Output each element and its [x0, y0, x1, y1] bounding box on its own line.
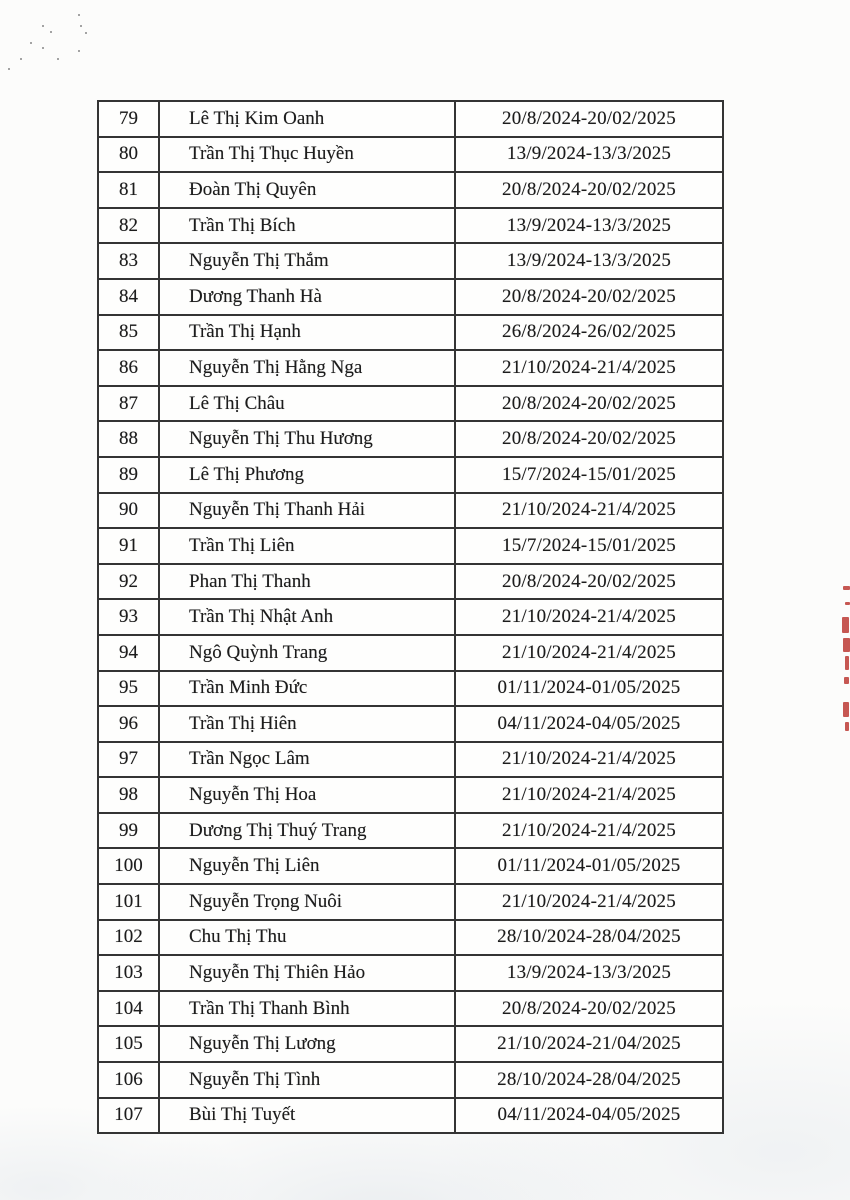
cell-name: Trần Thị Thanh Bình [159, 991, 455, 1027]
cell-index: 81 [98, 172, 159, 208]
dust-speck [30, 42, 32, 44]
cell-index: 87 [98, 386, 159, 422]
cell-name: Phan Thị Thanh [159, 564, 455, 600]
cell-period: 26/8/2024-26/02/2025 [455, 315, 723, 351]
table-row [98, 920, 723, 956]
dust-speck [85, 32, 87, 34]
cell-index: 106 [98, 1062, 159, 1098]
cell-period: 21/10/2024-21/4/2025 [455, 742, 723, 778]
cell-name: Lê Thị Châu [159, 386, 455, 422]
cell-period: 01/11/2024-01/05/2025 [455, 671, 723, 707]
red-edge-mark [845, 722, 849, 731]
cell-index: 90 [98, 493, 159, 529]
cell-index: 102 [98, 920, 159, 956]
cell-index: 99 [98, 813, 159, 849]
cell-name: Lê Thị Kim Oanh [159, 101, 455, 137]
table-row [98, 137, 723, 173]
cell-period: 21/10/2024-21/4/2025 [455, 777, 723, 813]
dust-speck [78, 14, 80, 16]
table-row [98, 706, 723, 742]
dust-speck [78, 50, 80, 52]
red-edge-mark [843, 586, 850, 590]
cell-period: 13/9/2024-13/3/2025 [455, 955, 723, 991]
cell-index: 104 [98, 991, 159, 1027]
cell-period: 28/10/2024-28/04/2025 [455, 1062, 723, 1098]
cell-period: 13/9/2024-13/3/2025 [455, 243, 723, 279]
red-edge-mark [844, 677, 849, 684]
cell-name: Chu Thị Thu [159, 920, 455, 956]
table-row [98, 848, 723, 884]
red-edge-mark [843, 702, 849, 717]
cell-index: 86 [98, 350, 159, 386]
cell-period: 20/8/2024-20/02/2025 [455, 991, 723, 1027]
table-row [98, 493, 723, 529]
cell-name: Nguyễn Trọng Nuôi [159, 884, 455, 920]
cell-period: 20/8/2024-20/02/2025 [455, 172, 723, 208]
table-row [98, 955, 723, 991]
cell-name: Trần Thị Hạnh [159, 315, 455, 351]
table-row [98, 457, 723, 493]
dust-speck [50, 31, 52, 33]
table-row [98, 991, 723, 1027]
table-row [98, 243, 723, 279]
cell-period: 20/8/2024-20/02/2025 [455, 386, 723, 422]
cell-period: 15/7/2024-15/01/2025 [455, 457, 723, 493]
red-edge-mark [843, 638, 850, 652]
red-edge-mark [845, 602, 850, 605]
dust-speck [42, 25, 44, 27]
cell-index: 82 [98, 208, 159, 244]
table-row [98, 279, 723, 315]
cell-period: 01/11/2024-01/05/2025 [455, 848, 723, 884]
cell-period: 28/10/2024-28/04/2025 [455, 920, 723, 956]
cell-period: 21/10/2024-21/4/2025 [455, 635, 723, 671]
cell-index: 91 [98, 528, 159, 564]
table-row [98, 777, 723, 813]
cell-period: 21/10/2024-21/4/2025 [455, 599, 723, 635]
cell-name: Đoàn Thị Quyên [159, 172, 455, 208]
cell-period: 20/8/2024-20/02/2025 [455, 279, 723, 315]
red-edge-mark [842, 617, 849, 633]
cell-period: 04/11/2024-04/05/2025 [455, 1098, 723, 1134]
table-row [98, 172, 723, 208]
cell-period: 13/9/2024-13/3/2025 [455, 208, 723, 244]
cell-index: 85 [98, 315, 159, 351]
cell-name: Nguyễn Thị Thu Hương [159, 421, 455, 457]
table-row [98, 813, 723, 849]
cell-name: Nguyễn Thị Thắm [159, 243, 455, 279]
cell-index: 79 [98, 101, 159, 137]
cell-name: Lê Thị Phương [159, 457, 455, 493]
cell-index: 100 [98, 848, 159, 884]
table-row [98, 671, 723, 707]
dust-speck [42, 47, 44, 49]
cell-period: 21/10/2024-21/04/2025 [455, 1026, 723, 1062]
cell-name: Dương Thanh Hà [159, 279, 455, 315]
table-row [98, 421, 723, 457]
table-row [98, 564, 723, 600]
cell-period: 20/8/2024-20/02/2025 [455, 564, 723, 600]
table-row [98, 528, 723, 564]
table-row [98, 350, 723, 386]
table-row [98, 208, 723, 244]
cell-index: 101 [98, 884, 159, 920]
cell-name: Trần Ngọc Lâm [159, 742, 455, 778]
roster-table [97, 100, 724, 1134]
cell-index: 96 [98, 706, 159, 742]
cell-name: Dương Thị Thuý Trang [159, 813, 455, 849]
cell-period: 21/10/2024-21/4/2025 [455, 884, 723, 920]
cell-name: Trần Thị Bích [159, 208, 455, 244]
cell-name: Bùi Thị Tuyết [159, 1098, 455, 1134]
table-row [98, 315, 723, 351]
dust-speck [57, 58, 59, 60]
cell-name: Trần Thị Nhật Anh [159, 599, 455, 635]
cell-name: Nguyễn Thị Lương [159, 1026, 455, 1062]
cell-index: 88 [98, 421, 159, 457]
cell-index: 94 [98, 635, 159, 671]
cell-index: 80 [98, 137, 159, 173]
cell-index: 97 [98, 742, 159, 778]
cell-name: Nguyễn Thị Hằng Nga [159, 350, 455, 386]
cell-period: 15/7/2024-15/01/2025 [455, 528, 723, 564]
table-row [98, 1062, 723, 1098]
cell-name: Nguyễn Thị Hoa [159, 777, 455, 813]
cell-name: Nguyễn Thị Liên [159, 848, 455, 884]
cell-name: Trần Minh Đức [159, 671, 455, 707]
cell-period: 20/8/2024-20/02/2025 [455, 101, 723, 137]
table-row [98, 1098, 723, 1134]
cell-index: 103 [98, 955, 159, 991]
cell-index: 89 [98, 457, 159, 493]
cell-name: Trần Thị Hiên [159, 706, 455, 742]
cell-index: 92 [98, 564, 159, 600]
dust-speck [80, 25, 82, 27]
cell-period: 20/8/2024-20/02/2025 [455, 421, 723, 457]
cell-period: 13/9/2024-13/3/2025 [455, 137, 723, 173]
cell-name: Nguyễn Thị Thiên Hảo [159, 955, 455, 991]
table-row [98, 635, 723, 671]
cell-period: 04/11/2024-04/05/2025 [455, 706, 723, 742]
cell-name: Trần Thị Thục Huyền [159, 137, 455, 173]
roster-body [98, 101, 723, 1133]
table-row [98, 742, 723, 778]
table-row [98, 884, 723, 920]
cell-period: 21/10/2024-21/4/2025 [455, 813, 723, 849]
table-row [98, 386, 723, 422]
cell-period: 21/10/2024-21/4/2025 [455, 350, 723, 386]
cell-index: 93 [98, 599, 159, 635]
table-row [98, 1026, 723, 1062]
cell-name: Ngô Quỳnh Trang [159, 635, 455, 671]
table-row [98, 599, 723, 635]
cell-index: 84 [98, 279, 159, 315]
red-edge-mark [845, 656, 849, 670]
cell-index: 98 [98, 777, 159, 813]
table-row [98, 101, 723, 137]
cell-index: 95 [98, 671, 159, 707]
cell-period: 21/10/2024-21/4/2025 [455, 493, 723, 529]
cell-index: 105 [98, 1026, 159, 1062]
cell-name: Nguyễn Thị Tình [159, 1062, 455, 1098]
cell-name: Trần Thị Liên [159, 528, 455, 564]
dust-speck [8, 68, 10, 70]
cell-name: Nguyễn Thị Thanh Hải [159, 493, 455, 529]
dust-speck [20, 58, 22, 60]
cell-index: 107 [98, 1098, 159, 1134]
cell-index: 83 [98, 243, 159, 279]
